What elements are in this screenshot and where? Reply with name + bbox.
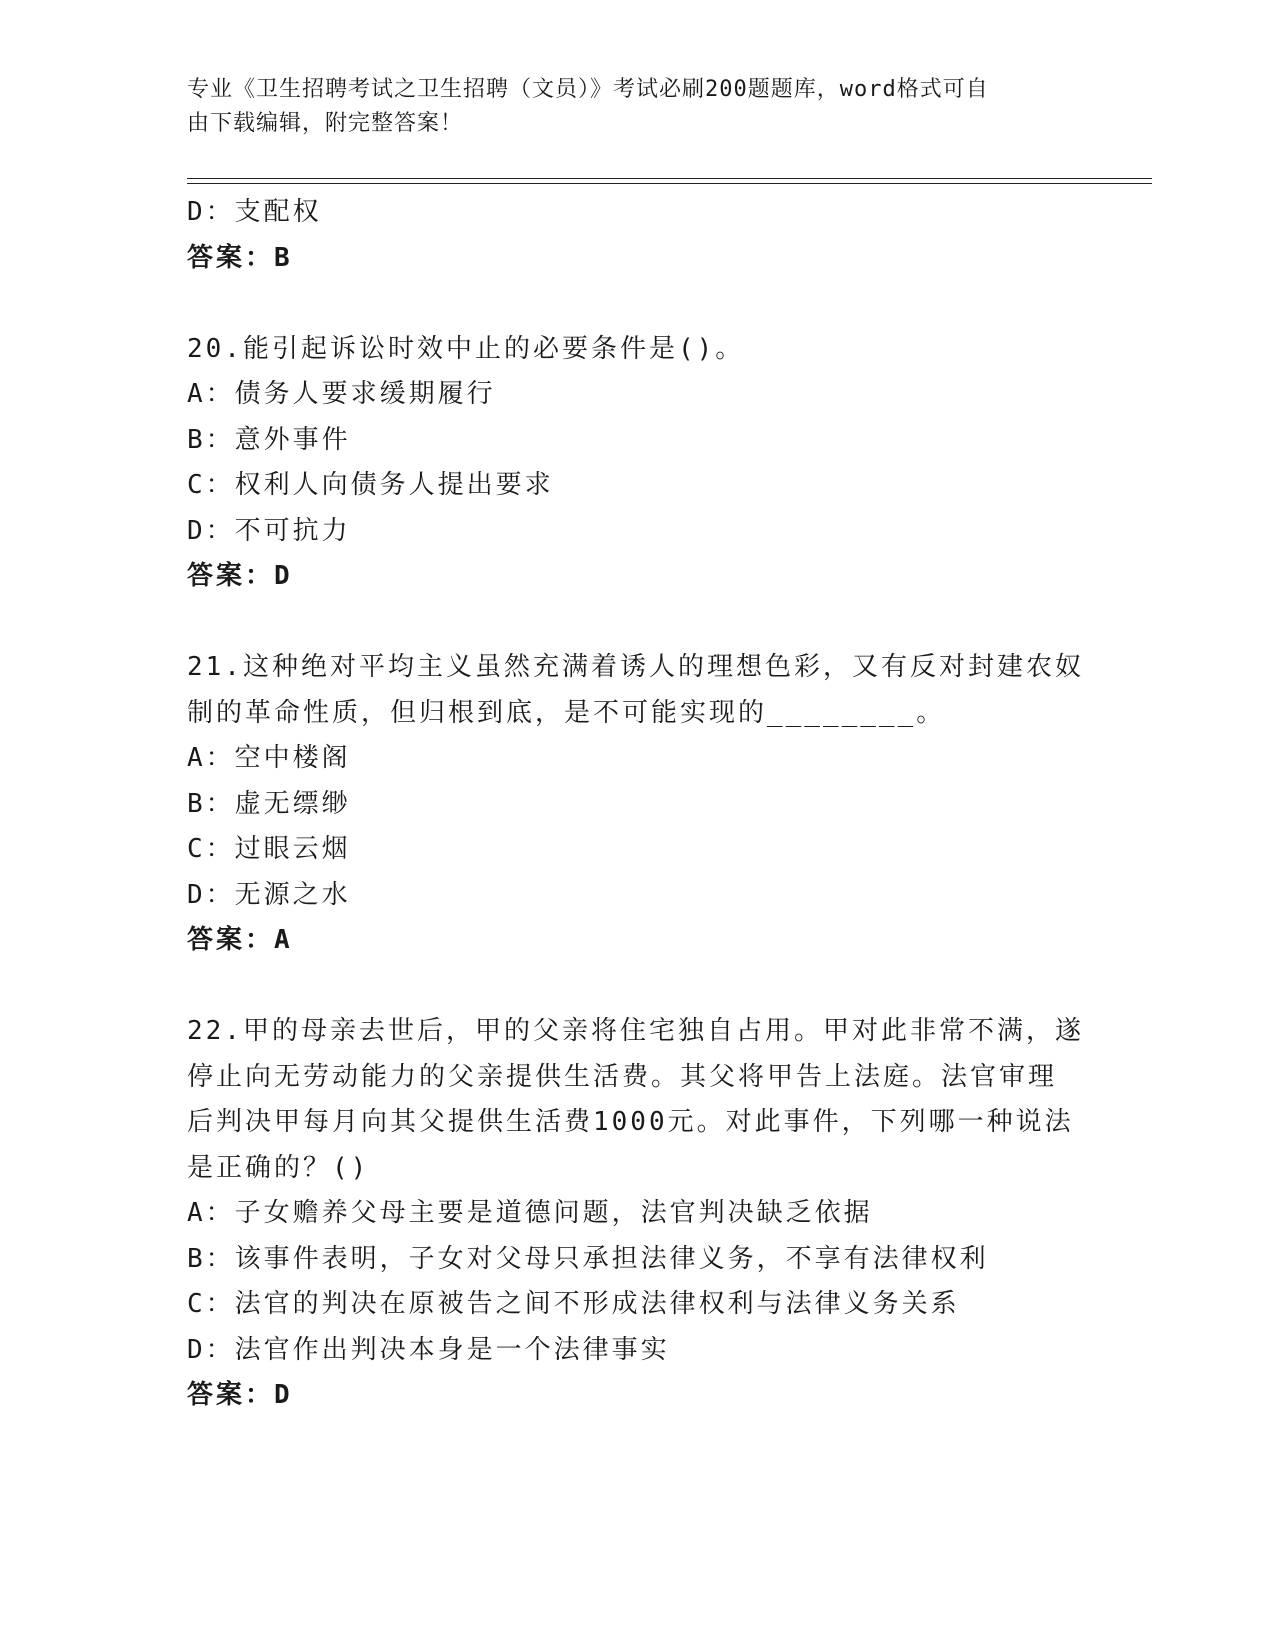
question-stem-line-1: 22.甲的母亲去世后，甲的父亲将住宅独自占用。甲对此非常不满，遂 [187, 1016, 1084, 1046]
header-divider-bottom [187, 183, 1152, 184]
question-22 [187, 1009, 1087, 1419]
question-21 [187, 645, 1087, 964]
option-a: A：空中楼阁 [187, 743, 351, 773]
spacer [187, 281, 1087, 327]
prev-option-d: D：支配权 [187, 197, 322, 227]
header-line-1: 专业《卫生招聘考试之卫生招聘（文员）》考试必刷200题题库，word格式可自 [187, 77, 989, 102]
option-c: C：过眼云烟 [187, 834, 351, 864]
question-stem-line-3: 后判决甲每月向其父提供生活费1000元。对此事件，下列哪一种说法 [187, 1107, 1074, 1137]
question-content [187, 190, 1087, 1419]
option-b: B：虚无缥缈 [187, 788, 351, 819]
prev-answer: 答案：B [187, 242, 293, 273]
question-stem-line-1: 21.这种绝对平均主义虽然充满着诱人的理想色彩，又有反对封建农奴 [187, 652, 1084, 682]
question-stem-line-2: 停止向无劳动能力的父亲提供生活费。其父将甲告上法庭。法官审理 [187, 1061, 1058, 1092]
option-d: D：法官作出判决本身是一个法律事实 [187, 1334, 670, 1365]
option-a: A：债务人要求缓期履行 [187, 379, 496, 409]
question-stem-line-2: 制的革命性质，但归根到底，是不可能实现的________。 [187, 697, 946, 728]
answer: 答案：A [187, 925, 293, 955]
option-d: D：不可抗力 [187, 515, 351, 546]
spacer [187, 964, 1087, 1010]
option-b: B：该事件表明，子女对父母只承担法律义务，不享有法律权利 [187, 1243, 989, 1274]
option-a: A：子女赡养父母主要是道德问题，法官判决缺乏依据 [187, 1198, 873, 1228]
option-c: C：法官的判决在原被告之间不形成法律权利与法律义务关系 [187, 1289, 960, 1319]
header-divider-top [187, 178, 1152, 179]
answer: 答案：D [187, 561, 293, 591]
option-d: D：无源之水 [187, 879, 351, 910]
question-stem-line-4: 是正确的？() [187, 1152, 370, 1183]
header-line-2: 由下载编辑，附完整答案！ [187, 111, 464, 136]
spacer [187, 600, 1087, 646]
option-c: C：权利人向债务人提出要求 [187, 470, 554, 500]
question-stem: 20.能引起诉讼时效中止的必要条件是()。 [187, 333, 745, 364]
answer: 答案：D [187, 1380, 293, 1410]
option-b: B：意外事件 [187, 424, 351, 455]
question-20 [187, 327, 1087, 600]
document-header [187, 73, 1067, 141]
